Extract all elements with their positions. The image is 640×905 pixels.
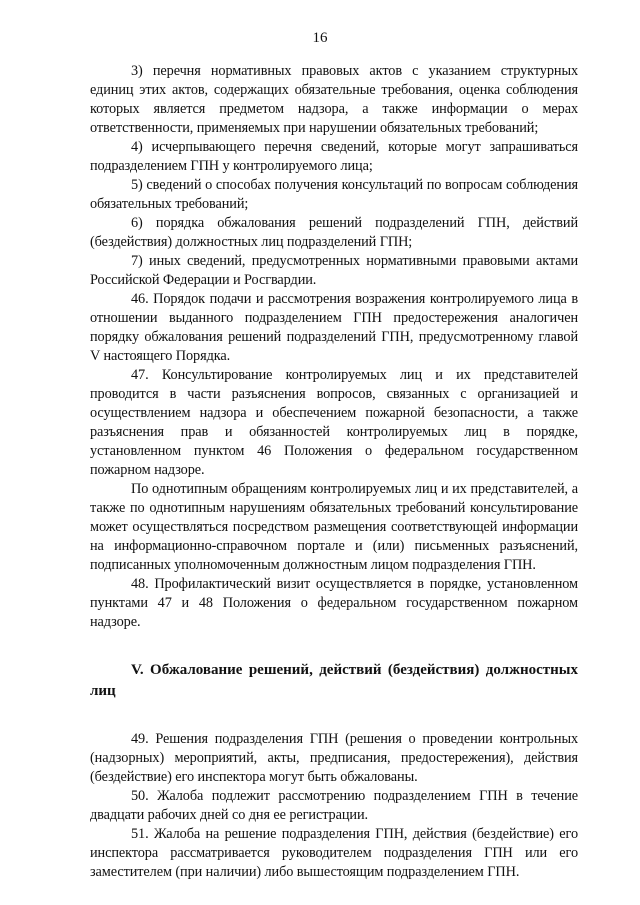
paragraph-49: 49. Решения подразделения ГПН (решения о проведении контрольных (надзорных) мероприятий, акты, предписания, предостережения), действия (бездействие) его инспектора могут быть обжалованы. — [90, 731, 578, 785]
paragraph-3: 3) перечня нормативных правовых актов с указанием структурных единиц этих актов, содержащих обязательные требования, оценка соблюдения которых является предметом надзора, а также информации о мерах ответственности, применяемых при нарушении обязательных требований; — [90, 63, 578, 136]
paragraph-6: 6) порядка обжалования решений подразделений ГПН, действий (бездействия) должностных лиц подразделений ГПН; — [90, 215, 578, 250]
section-heading: V. Обжалование решений, действий (бездействия) должностных лиц — [90, 662, 578, 699]
paragraph-46: 46. Порядок подачи и рассмотрения возражения контролируемого лица в отношении выданного подразделением ГПН предостережения аналогичен порядку обжалования решений подразделений ГПН, предусмотренному главой V настоящего Порядка. — [90, 291, 578, 364]
paragraph-50: 50. Жалоба подлежит рассмотрению подразделением ГПН в течение двадцати рабочих дней со дня ее регистрации. — [90, 788, 578, 823]
paragraph-47-continued: По однотипным обращениям контролируемых лиц и их представителей, а также по однотипным нарушениям обязательных требований консультирование может осуществляться посредством размещения соответствующей информации на информационно-справочном портале и (или) письменных разъяснений, подписанных уполномоченным должностным лицом подразделения ГПН. — [90, 481, 578, 573]
paragraph-4: 4) исчерпывающего перечня сведений, которые могут запрашиваться подразделением ГПН у контролируемого лица; — [90, 139, 578, 174]
paragraph-7: 7) иных сведений, предусмотренных нормативными правовыми актами Российской Федерации и Росгвардии. — [90, 253, 578, 288]
paragraph-51: 51. Жалоба на решение подразделения ГПН, действия (бездействие) его инспектора рассматривается руководителем подразделения ГПН или его заместителем (при наличии) либо вышестоящим подразделением ГПН. — [90, 826, 578, 880]
paragraph-47: 47. Консультирование контролируемых лиц и их представителей проводится в части разъяснения вопросов, связанных с организацией и осуществлением надзора и обеспечением пожарной безопасности, а также разъяснения прав и обязанностей контролируемых лиц в порядке, установленном пунктом 46 Положения о федеральном государственном пожарном надзоре. — [90, 367, 578, 478]
paragraph-48: 48. Профилактический визит осуществляется в порядке, установленном пунктами 47 и 48 Положения о федеральном государственном пожарном надзоре. — [90, 576, 578, 630]
paragraph-5: 5) сведений о способах получения консультаций по вопросам соблюдения обязательных требований; — [90, 177, 578, 212]
document-body — [90, 62, 578, 882]
page-number: 16 — [312, 30, 328, 46]
